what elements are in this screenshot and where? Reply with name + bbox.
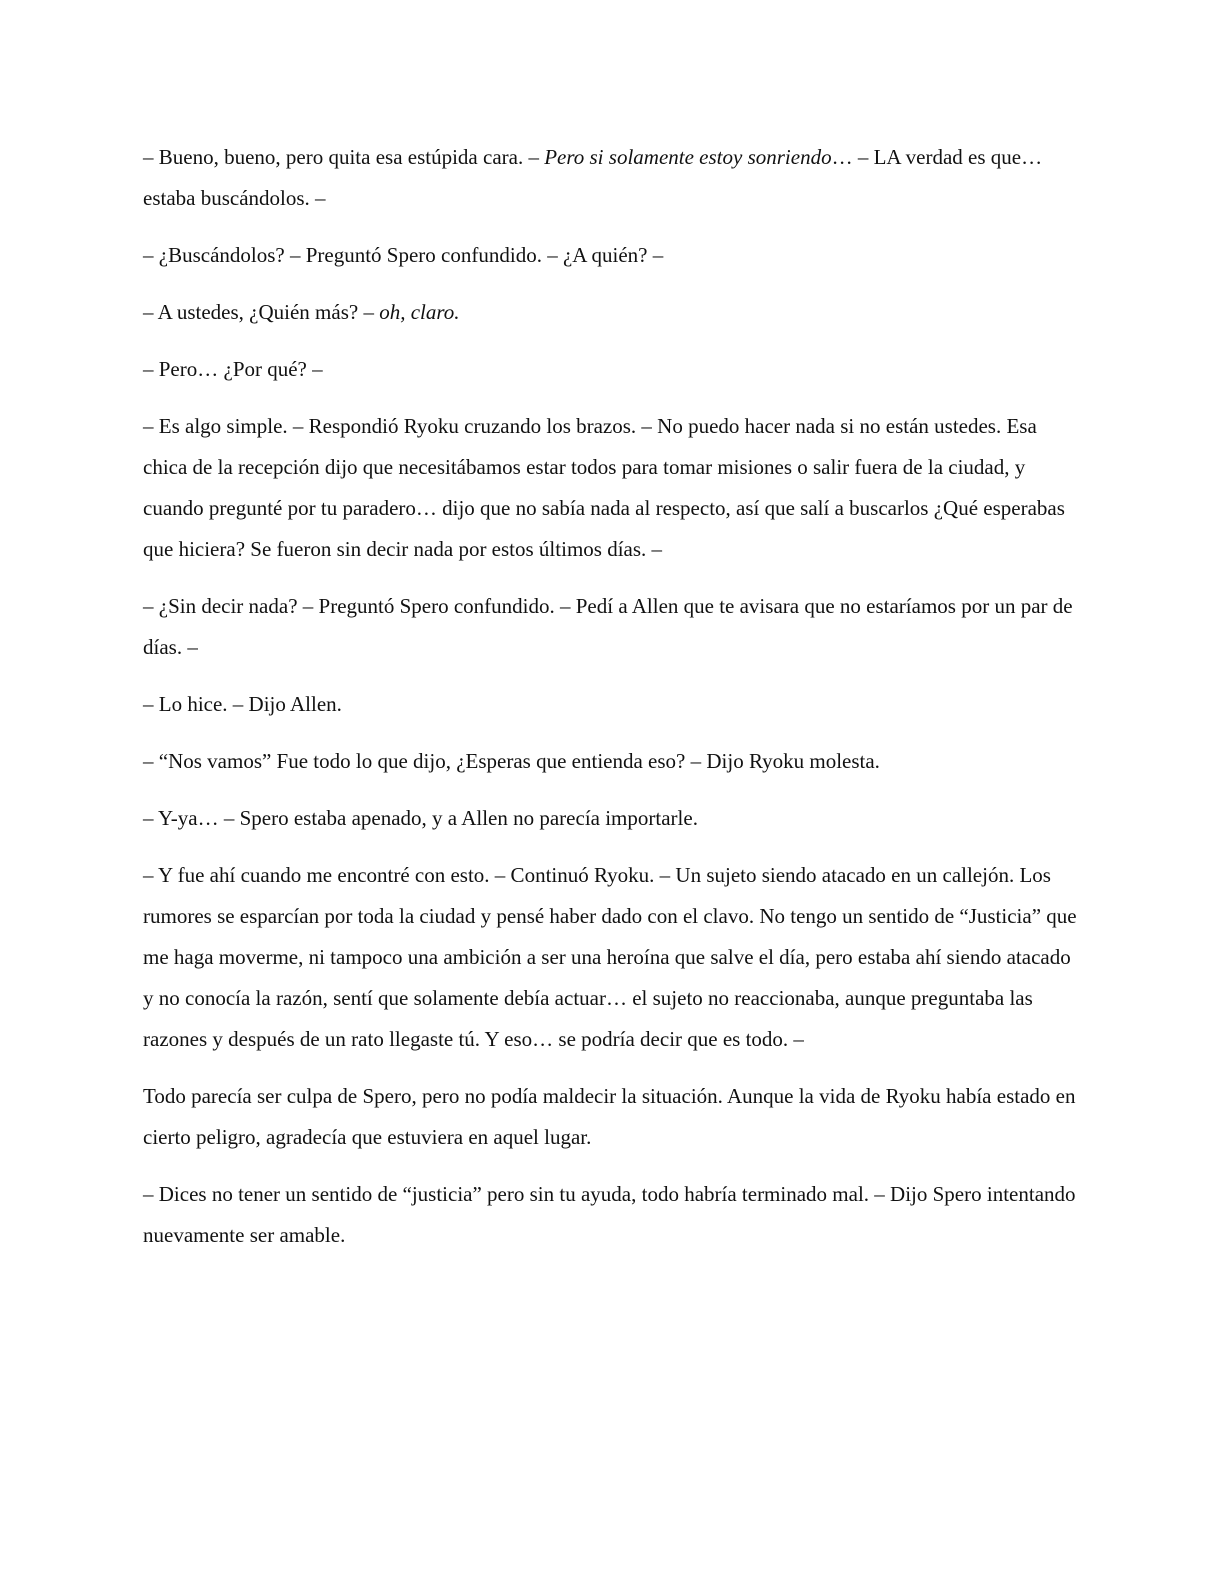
- paragraph: [143, 406, 1083, 570]
- text-segment: – ¿Sin decir nada? – Preguntó Spero confundido. – Pedí a Allen que te avisara que no estaríamos por un par de días. –: [143, 594, 1073, 659]
- paragraph: [143, 235, 1083, 276]
- text-segment: – Dices no tener un sentido de “justicia” pero sin tu ayuda, todo habría terminado mal. – Dijo Spero intentando nuevamente ser amable.: [143, 1182, 1076, 1247]
- text-segment: – Es algo simple. – Respondió Ryoku cruzando los brazos. – No puedo hacer nada si no están ustedes. Esa chica de la recepción dijo que necesitábamos estar todos para tomar misiones o salir fuera de la ciudad, y cuando pregunté por tu paradero… dijo que no sabía nada al respecto, así que salí a buscarlos ¿Qué esperabas que hiciera? Se fueron sin decir nada por estos últimos días. –: [143, 414, 1065, 561]
- text-segment: Todo parecía ser culpa de Spero, pero no podía maldecir la situación. Aunque la vida de Ryoku había estado en cierto peligro, agradecía que estuviera en aquel lugar.: [143, 1084, 1076, 1149]
- body-text: [143, 137, 1083, 1272]
- text-segment: – Y fue ahí cuando me encontré con esto. – Continuó Ryoku. – Un sujeto siendo atacado en un callejón. Los rumores se esparcían por toda la ciudad y pensé haber dado con el clavo. No tengo un sentido de “Justicia” que me haga moverme, ni tampoco una ambición a ser una heroína que salve el día, pero estaba ahí siendo atacado y no conocía la razón, sentí que solamente debía actuar… el sujeto no reaccionaba, aunque preguntaba las razones y después de un rato llegaste tú. Y eso… se podría decir que es todo. –: [143, 863, 1077, 1051]
- text-segment: – Lo hice. – Dijo Allen.: [143, 692, 342, 716]
- paragraph: [143, 292, 1083, 333]
- text-segment: – Y-ya… – Spero estaba apenado, y a Allen no parecía importarle.: [143, 806, 698, 830]
- paragraph: [143, 855, 1083, 1060]
- paragraph: [143, 137, 1083, 219]
- text-segment: – Pero… ¿Por qué? –: [143, 357, 323, 381]
- paragraph: [143, 741, 1083, 782]
- paragraph: [143, 798, 1083, 839]
- paragraph: [143, 586, 1083, 668]
- text-segment: – “Nos vamos” Fue todo lo que dijo, ¿Esperas que entienda eso? – Dijo Ryoku molesta.: [143, 749, 880, 773]
- text-segment: – ¿Buscándolos? – Preguntó Spero confundido. – ¿A quién? –: [143, 243, 664, 267]
- italic-text-segment: Pero si solamente estoy sonriendo: [544, 145, 832, 169]
- text-segment: – A ustedes, ¿Quién más? –: [143, 300, 380, 324]
- paragraph: [143, 684, 1083, 725]
- paragraph: [143, 349, 1083, 390]
- text-segment: – Bueno, bueno, pero quita esa estúpida cara. –: [143, 145, 545, 169]
- paragraph: [143, 1174, 1083, 1256]
- text-segment: … – LA verdad es que… estaba buscándolos. –: [143, 145, 1043, 210]
- paragraph: [143, 1076, 1083, 1158]
- italic-text-segment: oh, claro.: [379, 300, 460, 324]
